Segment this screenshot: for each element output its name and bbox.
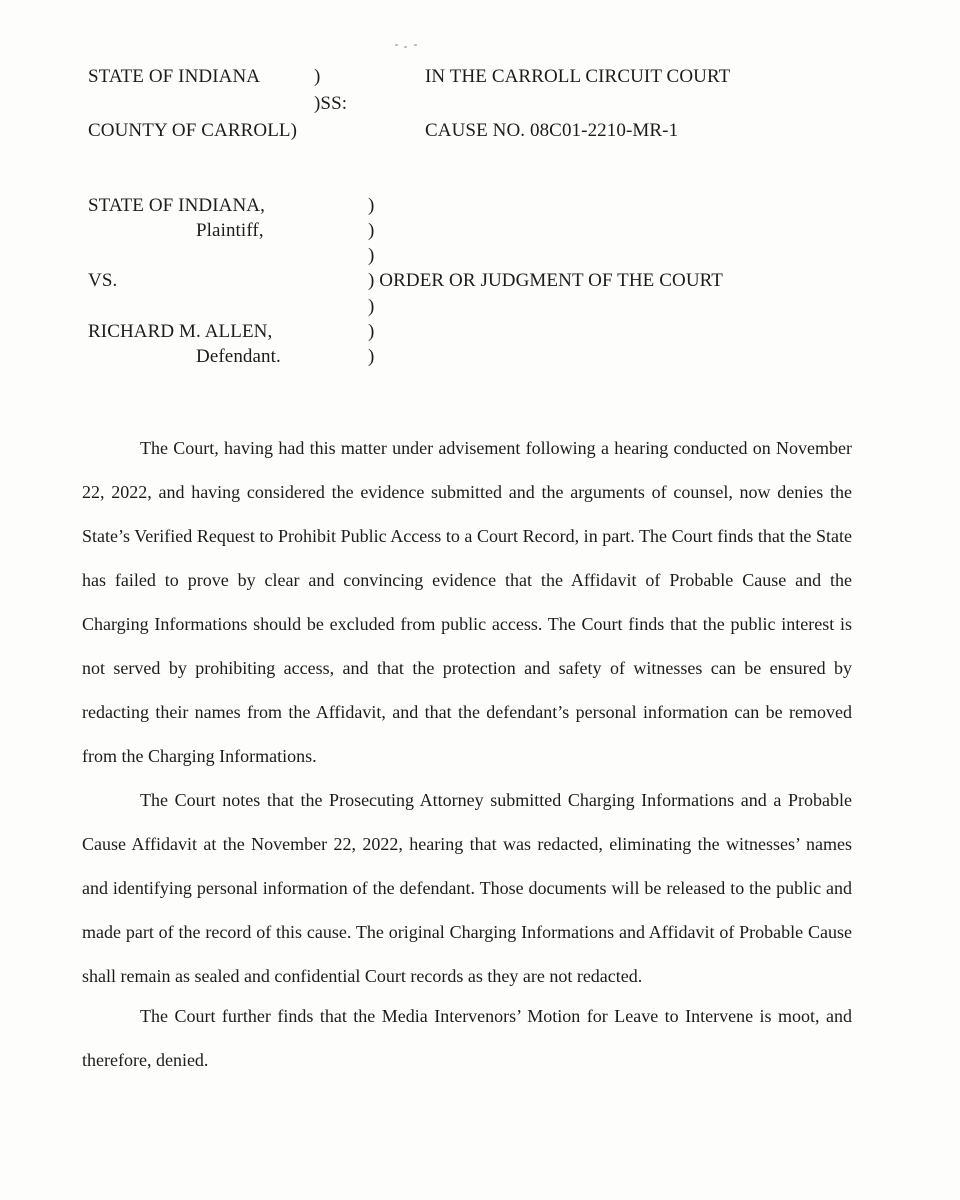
scan-speck (414, 44, 417, 46)
cause-number: CAUSE NO. 08C01-2210-MR-1 (425, 120, 679, 141)
plaintiff-role: Plaintiff, (196, 220, 264, 241)
caption-paren: ) (368, 321, 375, 342)
order-paragraph-2: The Court notes that the Prosecuting Attorney submitted Charging Informations and a Probable Cause Affidavit at the November 22, 2022, hearing that was redacted, eliminating the witnesses’ names and identifying personal information of the defendant. Those documents will be released to the public and made part of the record of this cause. The original Charging Informations and Affidavit of Probable Cause shall remain as sealed and confidential Court records as they are not redacted. (82, 790, 852, 986)
venue-state: STATE OF INDIANA (88, 66, 261, 87)
caption-paren: ) (368, 296, 375, 317)
caption-paren: ) (368, 195, 375, 216)
scan-speck (404, 46, 407, 48)
order-paragraph-1: The Court, having had this matter under advisement following a hearing conducted on November 22, 2022, and having considered the evidence submitted and the arguments of counsel, now denies the State’s Verified Request to Prohibit Public Access to a Court Record, in part. The Court finds that the State has failed to prove by clear and convincing evidence that the Affidavit of Probable Cause and the Charging Informations should be excluded from public access. The Court finds that the public interest is not served by prohibiting access, and that the protection and safety of witnesses can be ensured by redacting their names from the Affidavit, and that the defendant’s personal information can be removed from the Charging Informations. (82, 438, 852, 766)
plaintiff-name: STATE OF INDIANA, (88, 195, 265, 216)
court-name: IN THE CARROLL CIRCUIT COURT (425, 66, 731, 87)
scan-speck (395, 44, 398, 46)
venue-ss: )SS: (314, 93, 348, 114)
caption-paren: ) (368, 346, 375, 367)
caption-paren: ) (368, 245, 375, 266)
caption-paren: ) (368, 220, 375, 241)
venue-state-paren: ) (314, 66, 321, 87)
venue-county: COUNTY OF CARROLL) (88, 120, 298, 141)
order-title: ) ORDER OR JUDGMENT OF THE COURT (368, 270, 723, 291)
versus: VS. (88, 270, 118, 291)
order-paragraph-3: The Court further finds that the Media Intervenors’ Motion for Leave to Intervene is moot, and therefore, denied. (82, 1006, 852, 1070)
defendant-name: RICHARD M. ALLEN, (88, 321, 273, 342)
defendant-role: Defendant. (196, 346, 281, 367)
